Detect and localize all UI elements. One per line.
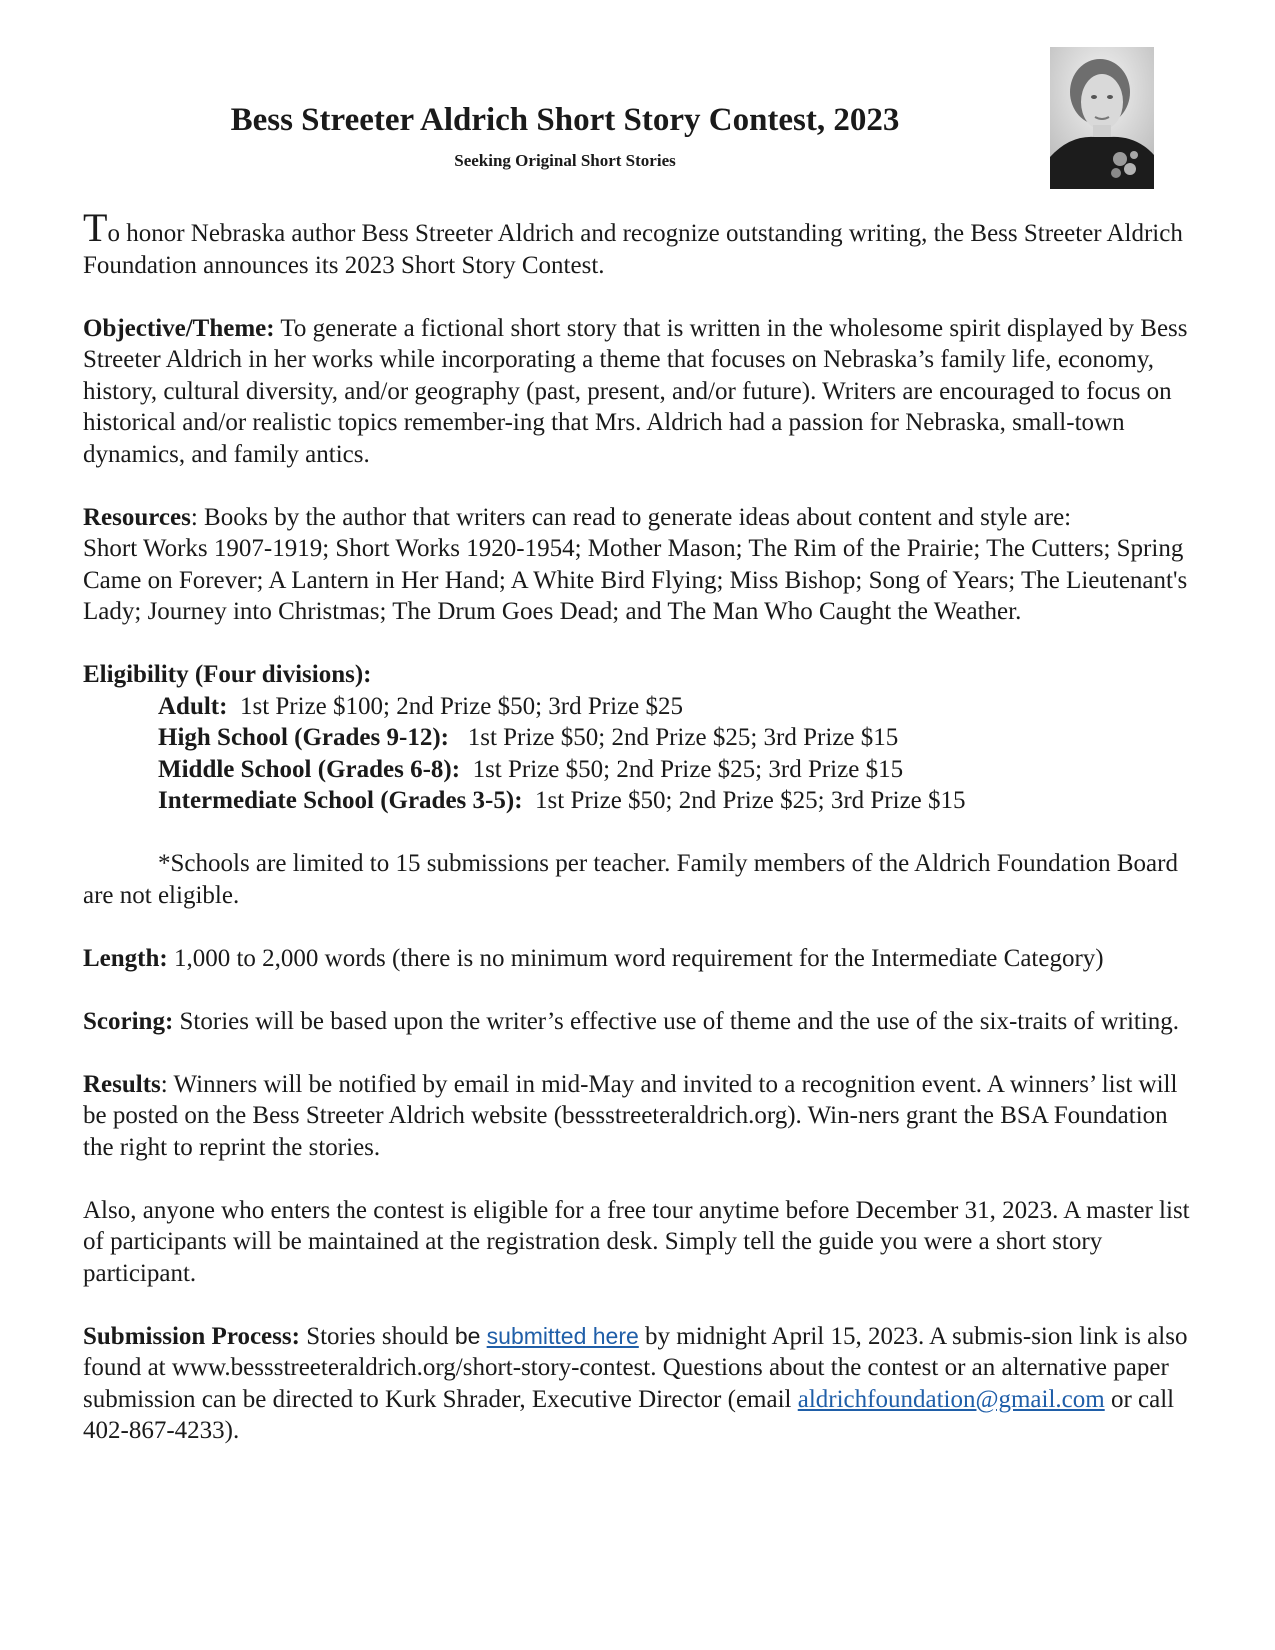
results-label: Results — [83, 1070, 161, 1098]
resources-label: Resources — [83, 503, 191, 531]
page-title: Bess Streeter Aldrich Short Story Contest, 2023 — [230, 102, 900, 138]
division-prizes: 1st Prize $100; 2nd Prize $50; 3rd Prize $25 — [239, 692, 683, 720]
author-portrait — [1050, 47, 1154, 189]
dropcap-letter: T — [83, 205, 108, 250]
length-label: Length: — [83, 944, 168, 972]
division-prizes: 1st Prize $50; 2nd Prize $25; 3rd Prize $15 — [535, 787, 966, 814]
results-paragraph — [83, 1069, 1203, 1164]
resources-text: : Books by the author that writers can read to generate ideas about content and style are: — [190, 503, 1072, 531]
eligibility-note-text: *Schools are limited to 15 submissions per teacher. Family members of the Aldrich Foundation Board are not eligible. — [83, 850, 1178, 909]
page-subtitle: Seeking Original Short Stories — [454, 151, 676, 170]
objective-text: To generate a fictional short story that is written in the wholesome spirit displayed by Bess Streeter Aldrich in her works while incorporating a theme that focuses on Nebraska’s family life, economy, history, cultural diversity, and/or geography (past, present, and/or future). Writers are encouraged to focus on historical and/or realistic topics remember-ing that Mrs. Aldrich had a passion for Nebraska, small-town dynamics, and family antics. — [83, 314, 1188, 468]
resources-books: Short Works 1907-1919; Short Works 1920-1954; Mother Mason; The Rim of the Prairie; The Cutters; Spring Came on Forever; A Lantern in Her Hand; A White Bird Flying; Miss Bishop; Song of Years; The Lieutenant's Lady; Journey into Christmas; The Drum Goes Dead; and The Man Who Caught the Weather. — [83, 535, 1188, 625]
eligibility-label: Eligibility (Four divisions): — [83, 661, 372, 688]
length-paragraph — [83, 943, 1203, 975]
division-prizes: 1st Prize $50; 2nd Prize $25; 3rd Prize $15 — [472, 755, 904, 783]
submission-text-3: or call 402-867-4233). — [83, 1385, 1175, 1444]
submission-link[interactable]: submitted here — [486, 1322, 639, 1349]
division-name: High School (Grades 9-12): — [158, 724, 449, 751]
division-name: Intermediate School (Grades 3-5): — [158, 787, 523, 814]
scoring-paragraph — [83, 1006, 1203, 1038]
division-name: Adult: — [158, 692, 228, 720]
submission-label: ubmission Process: — [96, 1322, 300, 1350]
portrait-image — [1050, 47, 1154, 189]
eligibility-note — [83, 848, 1203, 911]
submission-paragraph — [83, 1321, 1203, 1447]
division-name: Middle School (Grades 6-8): — [158, 755, 461, 783]
intro-text: o honor Nebraska author Bess Streeter Aldrich and recognize outstanding writing, the Bess Streeter Aldrich Foundation announces its 2023 Short Story Contest. — [83, 220, 1183, 279]
objective-label: Objective/Theme: — [83, 314, 275, 342]
division-prizes: 1st Prize $50; 2nd Prize $25; 3rd Prize $15 — [467, 724, 899, 751]
scoring-text: Stories will be based upon the writer’s effective use of theme and the use of the six-traits of writing. — [173, 1007, 1180, 1035]
eligibility-paragraph — [83, 659, 1203, 817]
intro-paragraph — [83, 205, 1203, 281]
body-text — [83, 205, 1203, 1478]
email-link[interactable]: aldrichfoundation@gmail.com — [797, 1385, 1105, 1413]
length-text: 1,000 to 2,000 words (there is no minimum word requirement for the Intermediate Category) — [167, 944, 1104, 972]
division-intermediate-school — [83, 787, 966, 814]
division-middle-school — [83, 756, 903, 783]
objective-paragraph — [83, 313, 1203, 471]
tour-text: Also, anyone who enters the contest is eligible for a free tour anytime before December 31, 2023. A master list of participants will be maintained at the registration desk. Simply tell the guide you were a short story participant. — [83, 1196, 1190, 1287]
scoring-label: Scoring: — [83, 1007, 174, 1035]
submission-label-initial: S — [83, 1322, 97, 1350]
division-high-school — [83, 724, 898, 751]
submission-text-1: Stories should — [299, 1322, 455, 1350]
division-adult — [83, 693, 683, 720]
submission-be-word: be — [454, 1322, 481, 1349]
resources-paragraph — [83, 502, 1203, 628]
tour-paragraph — [83, 1195, 1203, 1290]
results-text: : Winners will be notified by email in mid-May and invited to a recognition event. A winners’ list will be posted on the Bess Streeter Aldrich website (bessstreeteraldrich.org). Win-ners grant the BSA Foundation the right to reprint the stories. — [83, 1070, 1178, 1161]
submission-text-2: by midnight April 15, 2023. A submis-sion link is also found at www.bessstreeteraldrich.org/short-story-contest. Questions about the contest or an alternative paper submission can be directed to Kurk Shrader, Executive Director (email — [83, 1322, 1188, 1413]
